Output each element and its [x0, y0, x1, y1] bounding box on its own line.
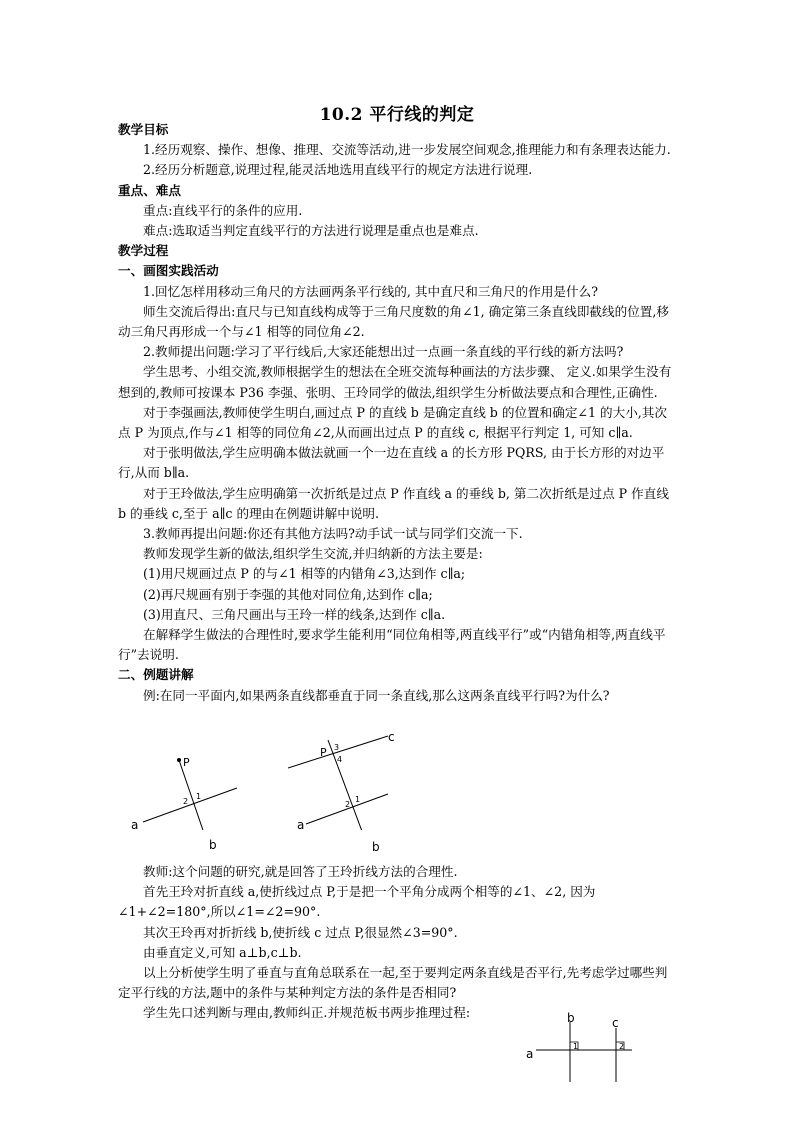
- label-c-right: c: [388, 730, 395, 744]
- paragraph: 由垂直定义,可知 a⊥b,c⊥b.: [143, 944, 302, 960]
- label-c-bottom: c: [612, 1016, 619, 1030]
- paragraph: 对于王玲做法,学生应明确第一次折纸是过点 P 作直线 a 的垂线 b, 第二次折纸是过点 P 作直线 b 的垂线 c,至于 a∥c 的理由在例题讲解中说明.: [118, 485, 669, 521]
- paragraph: 3.教师再提出问题:你还有其他方法吗?动手试一试与同学们交流一下.: [143, 526, 523, 542]
- paragraph: 1.回忆怎样用移动三角尺的方法画两条平行线的, 其中直尺和三角尺的作用是什么?: [143, 283, 598, 299]
- label-angle-4: 4: [337, 755, 343, 764]
- section-heading: 教学过程: [118, 243, 169, 259]
- paragraph: 教师发现学生新的做法,组织学生交流,并归纳新的方法主要是:: [143, 546, 483, 562]
- label-p: P: [183, 756, 190, 769]
- point-p: [177, 758, 181, 762]
- line-b: [179, 760, 207, 830]
- label-b-left: b: [209, 838, 217, 852]
- page-title: 10.2 平行线的判定: [319, 105, 475, 125]
- document-body-2: [118, 862, 674, 1024]
- figure-bottom: [520, 1010, 640, 1094]
- paragraph: 学生思考、小组交流,教师根据学生的想法在全班交流每种画法的方法步骤、 定义.如果学生没有想到的,教师可按课本 P36 李强、张明、王玲同学的做法,组织学生分析做法要点和合理性,正确性.: [118, 364, 672, 400]
- list-item: (1)用尺规画过点 P 的与∠1 相等的内错角∠3,达到作 c∥a;: [143, 566, 466, 582]
- label-angle-2-right: 2: [345, 800, 351, 809]
- label-b-right: b: [372, 840, 380, 854]
- figure-right: [288, 730, 408, 834]
- label-angle-1: 1: [196, 792, 202, 801]
- document-body: [118, 120, 674, 706]
- label-angle-2-bottom: 2: [619, 1042, 625, 1051]
- label-angle-1-right: 1: [355, 795, 361, 804]
- figure-right-svg: [288, 730, 408, 830]
- list-item: (2)再尺规画有别于李强的其他对同位角,达到作 c∥a;: [143, 586, 433, 602]
- label-angle-3: 3: [334, 743, 340, 752]
- line-a-right: [306, 794, 388, 824]
- paragraph: 在解释学生做法的合理性时,要求学生能利用“同位角相等,两直线平行”或“内错角相等,两直线平行”去说明.: [118, 627, 666, 663]
- section-heading: 教学目标: [118, 122, 169, 137]
- label-angle-2: 2: [183, 797, 189, 806]
- paragraph: 师生交流后得出:直尺与已知直线构成等于三角尺度数的角∠1, 确定第三条直线即截线的位置,移动三角尺再形成一个与∠1 相等的同位角∠2.: [118, 303, 669, 340]
- paragraph: 教师:这个问题的研究,就是回答了王玲折线方法的合理性.: [143, 864, 458, 879]
- paragraph: 对于李强画法,教师使学生明白,画过点 P 的直线 b 是确定直线 b 的位置和确定∠1 的大小,其次点 P 为顶点,作与∠1 相等的同位角∠2,从而画出过点 P 的直线 c, 根据平行判定 1, 可知 c∥a.: [118, 404, 667, 441]
- label-a-left: a: [131, 818, 139, 832]
- label-a-bottom: a: [526, 1047, 534, 1061]
- figure-bottom-svg: [520, 1010, 640, 1090]
- paragraph: 2.经历分析题意,说理过程,能灵活地选用直线平行的规定方法进行说理.: [143, 162, 533, 178]
- label-a-right: a: [297, 818, 305, 832]
- section-heading: 二、例题讲解: [118, 667, 194, 683]
- paragraph: 难点:选取适当判定直线平行的方法进行说理是重点也是难点.: [143, 223, 479, 239]
- figure-left: [125, 740, 255, 834]
- paragraph: 2.教师提出问题:学习了平行线后,大家还能想出过一点画一条直线的平行线的新方法吗?: [143, 344, 624, 360]
- figure-left-svg: [125, 740, 255, 830]
- paragraph: 其次王玲再对折折线 b,使折线 c 过点 P,很显然∠3=90°.: [143, 924, 458, 940]
- paragraph: 例:在同一平面内,如果两条直线都垂直于同一条直线,那么这两条直线平行吗?为什么?: [143, 687, 610, 703]
- label-angle-1-bottom: 1: [573, 1042, 579, 1051]
- label-b-bottom: b: [567, 1011, 575, 1025]
- paragraph: 首先王玲对折直线 a,使折线过点 P,于是把一个平角分成两个相等的∠1、∠2, 因为∠1+∠2=180°,所以∠1=∠2=90°.: [118, 884, 596, 920]
- paragraph: 重点:直线平行的条件的应用.: [143, 202, 303, 218]
- label-p-right: P: [320, 746, 327, 759]
- paragraph: 以上分析使学生明了垂直与直角总联系在一起,至于要判定两条直线是否平行,先考虑学过哪些判定平行线的方法,题中的条件与某种判定方法的条件是否相同?: [118, 965, 668, 1001]
- paragraph: 对于张明做法,学生应明确本做法就画一个一边在直线 a 的长方形 PQRS, 由于长方形的对边平行,从而 b∥a.: [118, 445, 665, 481]
- section-heading: 重点、难点: [118, 182, 181, 198]
- paragraph: 1.经历观察、操作、想像、推理、交流等活动,进一步发展空间观念,推理能力和有条理表达能力.: [143, 142, 671, 158]
- paragraph: 学生先口述判断与理由,教师纠正.并规范板书两步推理过程:: [143, 1005, 471, 1021]
- list-item: (3)用直尺、三角尺画出与王玲一样的线条,达到作 c∥a.: [143, 606, 446, 622]
- section-heading: 一、画图实践活动: [118, 263, 219, 279]
